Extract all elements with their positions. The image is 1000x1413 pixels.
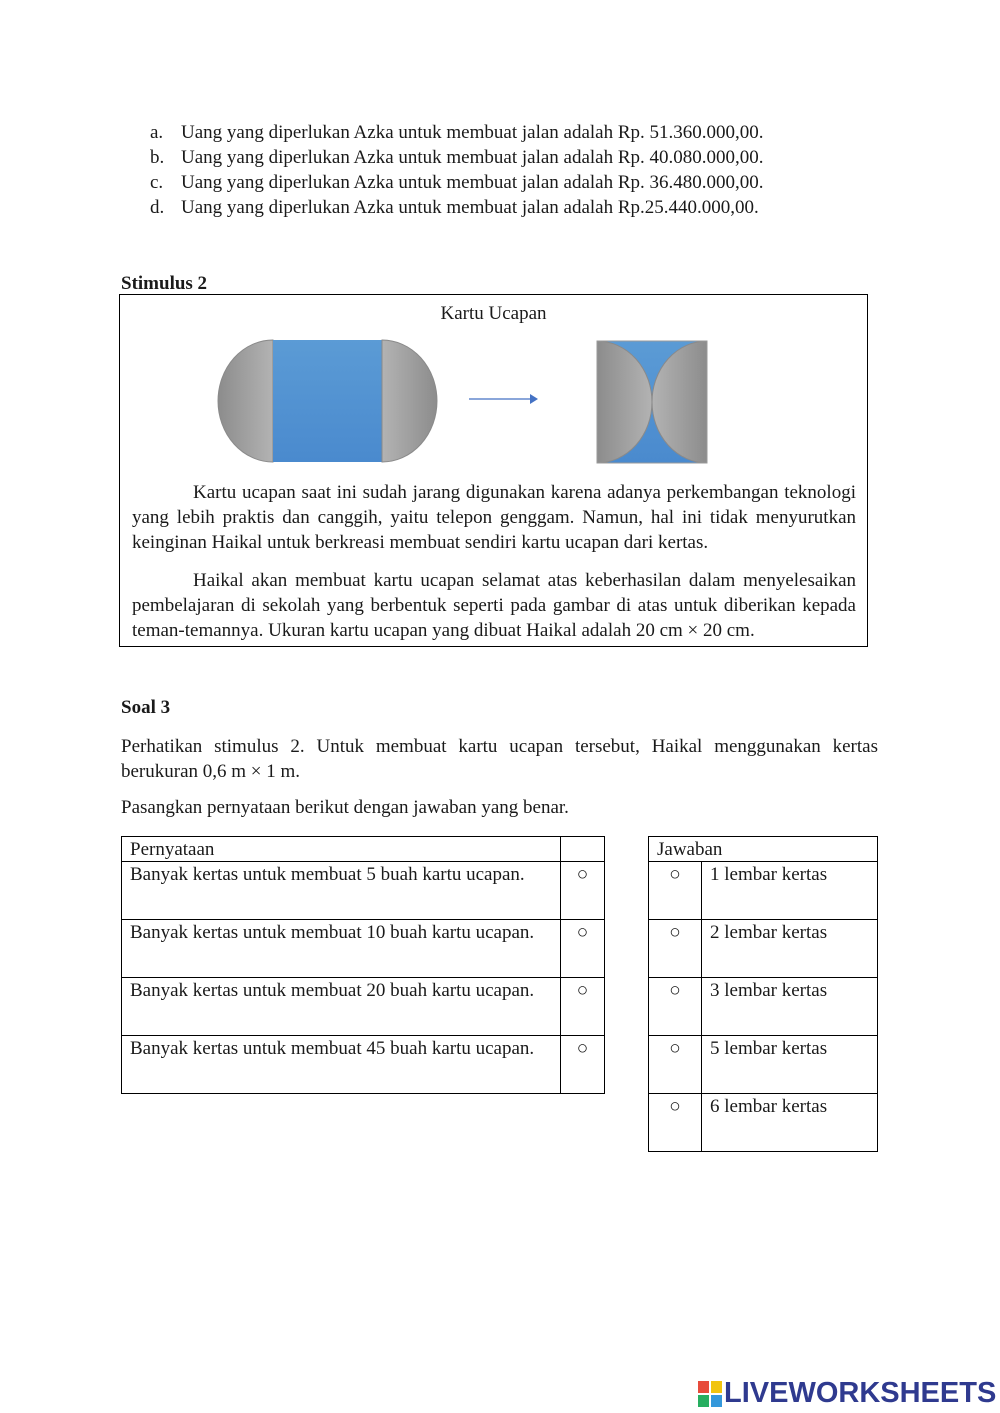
option-d (150, 195, 759, 220)
statement-text: Banyak kertas untuk membuat 10 buah kartu ucapan. (122, 920, 561, 978)
folded-card-shape (597, 341, 707, 463)
answer-radio[interactable]: ○ (649, 978, 702, 1036)
liveworksheets-logo-icon (698, 1381, 722, 1407)
answer-text: 5 lembar kertas (702, 1036, 878, 1094)
open-card-shape (218, 340, 437, 462)
statement-text: Banyak kertas untuk membuat 5 buah kartu ucapan. (122, 862, 561, 920)
option-text: Uang yang diperlukan Azka untuk membuat jalan adalah Rp. 40.080.000,00. (181, 147, 764, 168)
statement-radio[interactable]: ○ (561, 920, 605, 978)
answer-radio[interactable]: ○ (649, 1094, 702, 1152)
table-row (649, 978, 878, 1036)
answer-text: 2 lembar kertas (702, 920, 878, 978)
stimulus-title: Kartu Ucapan (440, 303, 547, 324)
stimulus-paragraph-1: Kartu ucapan saat ini sudah jarang digunakan karena adanya perkembangan teknologi yang lebih praktis dan canggih, yaitu telepon genggam. Namun, hal ini tidak menyurutkan keinginan Haikal untuk berkreasi membuat sendiri kartu ucapan dari kertas. (132, 482, 856, 553)
option-a (150, 120, 764, 145)
option-letter: d. (150, 197, 165, 218)
statements-header: Pernyataan (122, 837, 561, 862)
option-letter: a. (150, 122, 164, 143)
statement-radio[interactable]: ○ (561, 978, 605, 1036)
option-text: Uang yang diperlukan Azka untuk membuat jalan adalah Rp.25.440.000,00. (181, 197, 759, 218)
option-text: Uang yang diperlukan Azka untuk membuat jalan adalah Rp. 51.360.000,00. (181, 122, 764, 143)
answer-radio[interactable]: ○ (649, 862, 702, 920)
answer-text: 6 lembar kertas (702, 1094, 878, 1152)
answer-text: 3 lembar kertas (702, 978, 878, 1036)
table-row (649, 920, 878, 978)
liveworksheets-logo-text: LIVEWORKSHEETS (724, 1377, 997, 1409)
table-row (649, 1036, 878, 1094)
question-text: Perhatikan stimulus 2. Untuk membuat kartu ucapan tersebut, Haikal menggunakan kertas berukuran 0,6 m × 1 m. (121, 736, 878, 782)
option-letter: c. (150, 172, 164, 193)
answer-text: 1 lembar kertas (702, 862, 878, 920)
stimulus-box (119, 294, 868, 647)
option-text: Uang yang diperlukan Azka untuk membuat jalan adalah Rp. 36.480.000,00. (181, 172, 764, 193)
stimulus-paragraph-2: Haikal akan membuat kartu ucapan selamat atas keberhasilan dalam menyelesaikan pembelajaran di sekolah yang berbentuk seperti pada gambar di atas untuk diberikan kepada teman-temannya. Ukuran kartu ucapan yang dibuat Haikal adalah 20 cm × 20 cm. (132, 570, 856, 641)
arrow-icon (469, 394, 538, 404)
table-row (649, 862, 878, 920)
statement-radio[interactable]: ○ (561, 1036, 605, 1094)
answer-radio[interactable]: ○ (649, 1036, 702, 1094)
question-heading: Soal 3 (121, 697, 171, 718)
table-row (122, 920, 605, 978)
answer-radio[interactable]: ○ (649, 920, 702, 978)
option-letter: b. (150, 147, 165, 168)
table-row (122, 978, 605, 1036)
statements-table (121, 836, 605, 1094)
table-row (649, 1094, 878, 1152)
table-row (122, 1036, 605, 1094)
option-c (150, 170, 764, 195)
option-b (150, 145, 764, 170)
statement-text: Banyak kertas untuk membuat 45 buah kartu ucapan. (122, 1036, 561, 1094)
question-instruction: Pasangkan pernyataan berikut dengan jawaban yang benar. (121, 797, 569, 818)
answers-table (648, 836, 878, 1152)
answers-header: Jawaban (649, 837, 878, 862)
statement-text: Banyak kertas untuk membuat 20 buah kartu ucapan. (122, 978, 561, 1036)
stimulus-heading: Stimulus 2 (121, 273, 208, 294)
statement-radio[interactable]: ○ (561, 862, 605, 920)
table-row (122, 862, 605, 920)
card-illustration (120, 295, 867, 475)
